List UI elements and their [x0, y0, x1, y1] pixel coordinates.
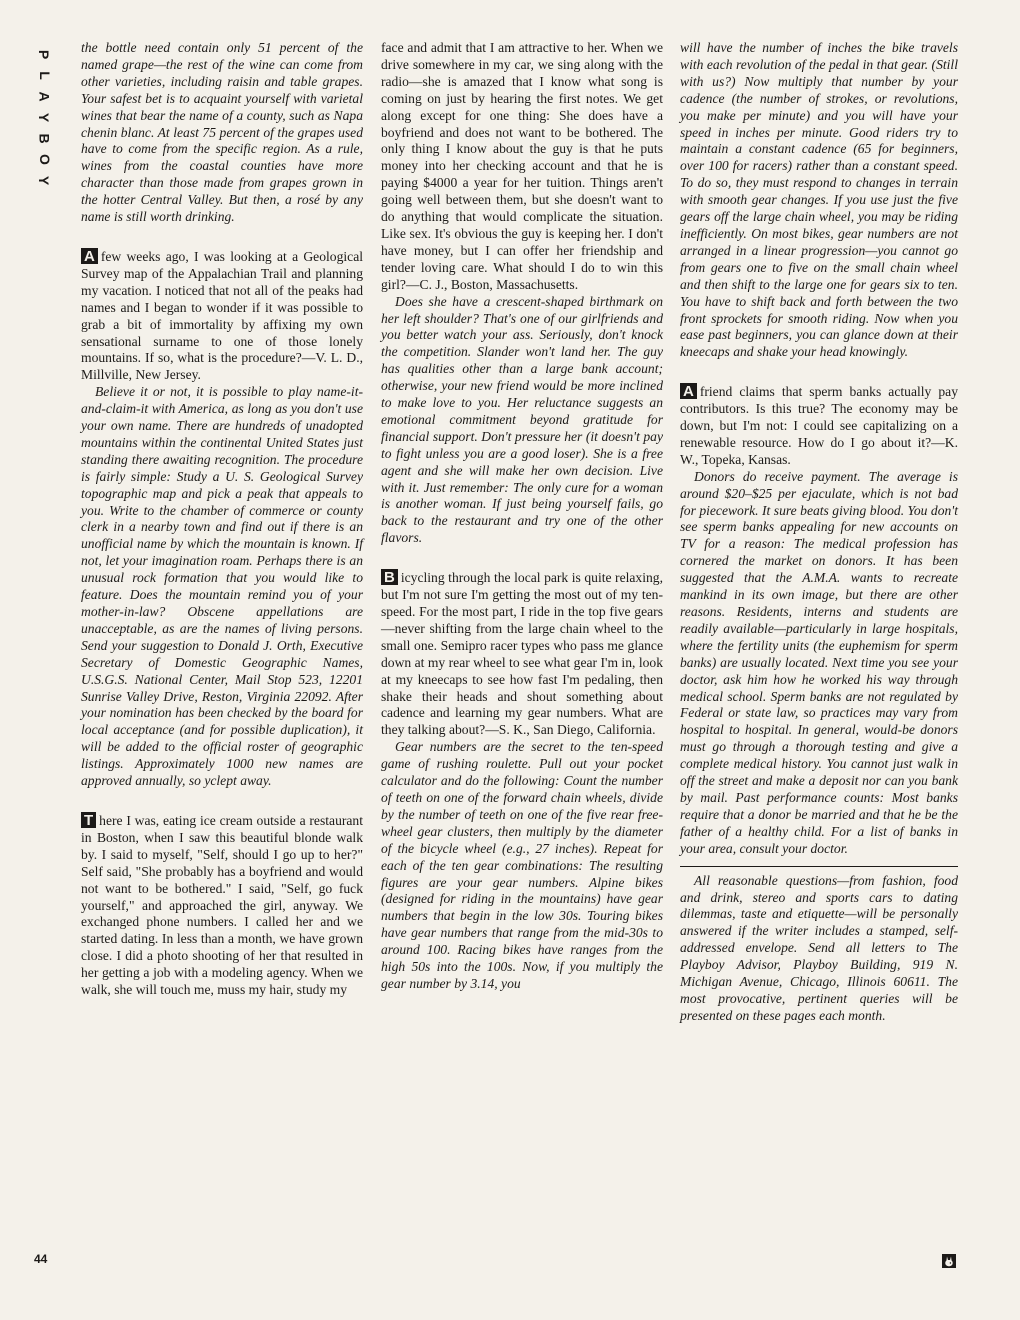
- answer-wine: the bottle need contain only 51 percent of the named grape—the rest of the wine can come from other varieties, including raisin and table grapes. Your safest bet is to acquaint yourself with varietal wines that bear the name of a county, such as Napa chenin blanc. At least 75 percent of the grapes used have to come from the specific region. As a rule, wines from the coastal counties have more character than those made from grapes grown in the hotter Central Valley. But then, a rosé by any name is still worth drinking.: [81, 40, 363, 225]
- question-text: friend claims that sperm banks actually pay contributors. Is this true? The economy may be down, but I'm not: I could see capitalizing on a renewable resource. How do I go about it?—K. W., Topeka, Kansas.: [680, 384, 958, 467]
- question-mountain: [81, 248, 363, 384]
- masthead-letter: Y: [36, 175, 53, 186]
- question-blonde: [81, 812, 363, 999]
- answer-bicycle: Gear numbers are the secret to the ten-speed game of rushing roulette. Pull out your pocket calculator and do the following: Count the number of teeth on one of the forward chain wheels, divide by the number of teeth on one of the five rear free-wheel gear clusters, then multiply by the diameter of the bicycle wheel (e.g., 27 inches). Repeat for each of the ten gear combinations: The resulting figures are your gear numbers. Alpine bikes (designed for riding in the mountains) have gear numbers that begin in the low 30s. Touring bikes have gear numbers that range from the mid-30s to around 100. Racing bikes have ranges from the high 50s into the 100s. Now, if you multiply the gear number by 3.14, you: [381, 739, 663, 991]
- masthead-letter: A: [36, 91, 53, 102]
- question-blonde-continued: face and admit that I am attractive to her. When we drive somewhere in my car, we sing along with the radio—she is amazed that I know what song is coming on just by hearing the first notes. We get along except for one thing: She does have a boyfriend and does not want to be bothered. The only thing I know about the guy is that he puts money into her checking account and that he is paying $4000 a year for her tuition. Things aren't going well between them, but she doesn't want to do anything that would complicate the situation. Like sex. It's obvious the guy is keeping her. I don't have money, but I can offer her friendship and tender loving care. What should I do to win this girl?—C. J., Boston, Massachusetts.: [381, 40, 663, 292]
- closing-text: All reasonable questions—from fashion, food and drink, stereo and sports cars to dating dilemmas, taste and etiquette—will be personally answered if the writer includes a stamped, self-addressed envelope. Send all letters to The Playboy Advisor, Playboy Building, 919 N. Michigan Avenue, Chicago, Illinois 60611. The most provocative, pertinent queries will be presented on these pages each month.: [680, 872, 958, 1023]
- drop-cap: B: [381, 569, 398, 585]
- question-text: few weeks ago, I was looking at a Geological Survey map of the Appalachian Trail and planning my vacation. I noticed that not all of the peaks had names and I began to wonder if it was possible to grab a bit of immortality by affixing my own sensational surname to one of those lonely mountains. If so, what is the procedure?—V. L. D., Millville, New Jersey.: [81, 248, 363, 383]
- closing-note: [680, 873, 958, 1025]
- column-1: [81, 40, 363, 999]
- column-2: [381, 40, 663, 993]
- rabbit-head-logo-icon: [942, 1254, 956, 1268]
- answer-bicycle-continued: will have the number of inches the bike travels with each revolution of the pedal in that gear. (Still with us?) Now multiply that number by your cadence (the number of strokes, or revolutions, you make per minute) and you will have your speed in inches per minute. Good riders try to maintain a constant cadence (65 for beginners, over 100 for racers) rather than a constant speed. To do so, they must respond to changes in terrain with smooth gear changes. If you use just the five gears off the large chain wheel, you may be riding inefficiently. On most bikes, gear numbers are not arranged in a linear progression—you cannot go from gears one to five on the small chain wheel and then shift to the large one for gears six to ten. You have to shift back and forth between the two front sprockets for smooth riding. Now when you ease past beginners, you can glance down at their kneecaps and shake your head knowingly.: [680, 40, 958, 360]
- question-text: icycling through the local park is quite relaxing, but I'm not sure I'm getting the most out of my ten-speed. For the most part, I ride in the top five gears—never shifting from the large chain wheel to the small one. Semipro racer types who pass me glance down at my rear wheel to see what gear I'm in, look at my kneecaps to see how fast I'm pedaling, then shake their heads and shout something about cadence and learning my gear numbers. What are they talking about?—S. K., San Diego, California.: [381, 570, 663, 738]
- masthead-letter: L: [36, 71, 53, 80]
- answer-mountain: Believe it or not, it is possible to play name-it-and-claim-it with America, as long as you don't use your own name. There are hundreds of unadopted mountains within the continental United States just standing there awaiting recognition. The procedure is fairly simple: Study a U. S. Geological Survey topographic map and pick a peak that appeals to you. Write to the chamber of commerce or county clerk in a nearby town and find out if there is an unofficial name by which the mountain is known. If not, let your imagination roam. Perhaps there is an unusual rock formation that you would like to feature. Does the mountain remind you of your mother-in-law? Obscene appellations are unacceptable, as are the names of living persons. Send your suggestion to Donald J. Orth, Executive Secretary of Domestic Geographic Names, U.S.G.S. National Center, Mail Stop 523, 12201 Sunrise Valley Drive, Reston, Virginia 22092. After your nomination has been checked by the board for local acceptance (and for possible duplication), it will be added to the official roster of geographic listings. Approximately 1000 new names are approved annually, so yclept away.: [81, 384, 363, 789]
- column-3: [680, 40, 958, 1025]
- question-sperm-bank: [680, 383, 958, 469]
- masthead-letter: B: [36, 133, 53, 144]
- question-text: here I was, eating ice cream outside a restaurant in Boston, when I saw this beautiful blonde walk by. I said to myself, "Self, should I go up to her?" Self said, "She probably has a boyfriend and would not want to be bothered." I said, "Self, go fuck yourself," and approached the girl, anyway. We exchanged phone numbers. I called her and we started dating. In less than a month, we have grown close. I did a photo shooting of her that resulted in her getting a job with a modeling agency. When we walk, she will touch me, muss my hair, study my: [81, 812, 363, 998]
- drop-cap: A: [81, 248, 98, 264]
- answer-blonde: Does she have a crescent-shaped birthmark on her left shoulder? That's one of our girlfriends and you better watch your ass. Seriously, don't knock the competition. Slander won't land her. The guy has qualities other than a large bank account; otherwise, your new friend would be more inclined to make love to you. Her reluctance suggests an emotional commitment beyond gratitude for financial support. Don't pressure her (it doesn't pay to fight unless you are a good loser). She is a free agent and she will make her own decision. Live with it. Just remember: The only cure for a woman is another woman. If just being yourself fails, go back to the restaurant and try one of the other flavors.: [381, 293, 663, 546]
- masthead-vertical: [33, 44, 55, 191]
- masthead-letter: Y: [36, 112, 53, 123]
- drop-cap: T: [81, 812, 96, 828]
- answer-sperm-bank: Donors do receive payment. The average is around $20–$25 per ejaculate, which is not bad for piecework. It sure beats giving blood. You don't see sperm banks appealing for new accounts on TV for a reason: The medical profession has cornered the market on donors. It has been suggested that the A.M.A. wants to recreate mankind in its own image, but there are other reasons. Residents, interns and students are readily available—particularly in large hospitals, where the fertility units (the euphemism for sperm banks) are usually located. Next time you see your doctor, ask him how he worked his way through medical school. Sperm banks are not regulated by Federal or state law, so practices may vary from hospital to hospital. In general, would-be donors must go through a thorough testing and give a complete medical history. You cannot just walk in off the street and make a deposit nor can you bank by mail. Past performance counts: Most banks require that a donor be married and that he be the father of a healthy child. For a list of banks in your area, consult your doctor.: [680, 468, 958, 856]
- masthead-letter: O: [36, 154, 53, 165]
- divider-rule: [680, 866, 958, 867]
- page-number: 44: [34, 1252, 48, 1266]
- masthead-letter: P: [36, 49, 53, 60]
- drop-cap: A: [680, 383, 697, 399]
- question-bicycle: [381, 569, 663, 739]
